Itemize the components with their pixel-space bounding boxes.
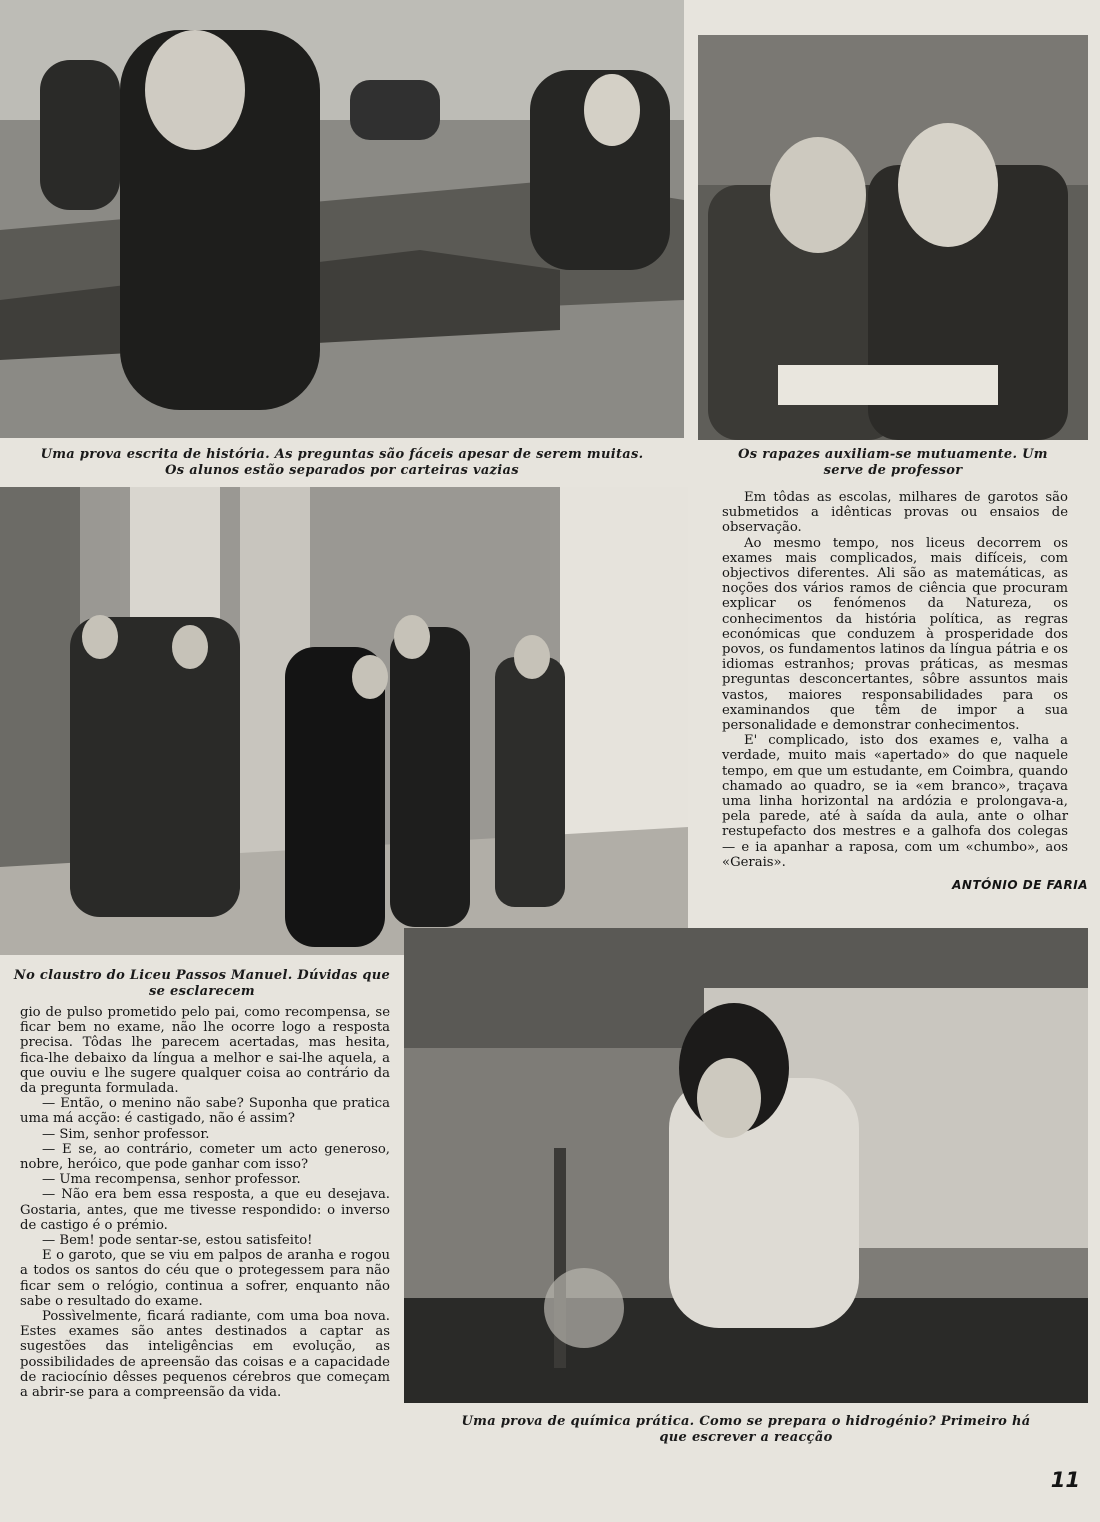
- photo-history-exam: [0, 0, 684, 438]
- caption-helping-each-other: Os rapazes auxiliam-se mutuamente. Um serve de professor: [738, 447, 1048, 478]
- cloister-image: [0, 487, 688, 955]
- left-column-text: [20, 1005, 390, 1400]
- photo-helping-each-other: [698, 35, 1088, 440]
- right-paragraph: Em tôdas as escolas, milhares de garotos são submetidos a idênticas provas ou ensaios de observação.: [722, 490, 1068, 536]
- right-column-text: [722, 490, 1068, 870]
- page-number: 11: [1050, 1468, 1080, 1492]
- caption-cloister: No claustro do Liceu Passos Manuel. Dúvidas que se esclarecem: [13, 968, 391, 999]
- left-paragraph: — Não era bem essa resposta, a que eu desejava. Gostaria, antes, que me tivesse respondido: o inverso de castigo é o prémio.: [20, 1187, 390, 1233]
- history-exam-image: [0, 0, 684, 438]
- left-paragraph: — Bem! pode sentar-se, estou satisfeito!: [42, 1233, 313, 1249]
- left-paragraph: — Sim, senhor professor.: [42, 1126, 210, 1142]
- caption-history-exam: Uma prova escrita de história. As preguntas são fáceis apesar de serem muitas. Os alunos estão separados por carteiras vazias: [40, 447, 644, 478]
- right-paragraph: E' complicado, isto dos exames e, valha a verdade, muito mais «apertado» do que naquele tempo, em que um estudante, em Coimbra, quando chamado ao quadro, se ia «em branco», traçava uma linha horizontal na ardózia e prolongava-a, pela parede, até à saída da aula, ante o olhar restupefacto dos mestres e a galhofa dos colegas — e ia apanhar a raposa, com um «chumbo», aos «Gerais».: [722, 733, 1068, 870]
- left-paragraph: gio de pulso prometido pelo pai, como recompensa, se ficar bem no exame, não lhe ocorre logo a resposta precisa. Tôdas lhe parecem acertadas, mas hesita, fica-lhe debaixo da língua a melhor e sai-lhe aquela, a que ouviu e lhe sugere qualquer coisa ao contrário da da pregunta formulada.: [20, 1005, 390, 1097]
- left-paragraph: — Uma recompensa, senhor professor.: [42, 1172, 301, 1188]
- photo-chemistry: [404, 928, 1088, 1403]
- left-paragraph: Possìvelmente, ficará radiante, com uma boa nova. Estes exames são antes destinados a captar as sugestões das inteligências em evolução, as possibilidades de apreensão das coisas e a capacidade de raciocínio dêsses pequenos cérebros que começam a abrir-se para a compreensão da vida.: [20, 1309, 390, 1401]
- left-paragraph: — Então, o menino não sabe? Suponha que pratica uma má acção: é castigado, não é assim?: [20, 1096, 390, 1127]
- left-paragraph: E o garoto, que se viu em palpos de aranha e rogou a todos os santos do céu que o protegessem para não ficar sem o relógio, continua a sofrer, enquanto não sabe o resultado do exame.: [20, 1248, 390, 1309]
- helping-each-other-image: [698, 35, 1088, 440]
- byline: ANTÓNIO DE FARIA: [952, 878, 1088, 892]
- left-paragraph: — E se, ao contrário, cometer um acto generoso, nobre, heróico, que pode ganhar com isso?: [20, 1141, 390, 1173]
- photo-cloister: [0, 487, 688, 955]
- caption-chemistry: Uma prova de química prática. Como se prepara o hidrogénio? Primeiro há que escrever a reacção: [461, 1414, 1031, 1445]
- right-paragraph: Ao mesmo tempo, nos liceus decorrem os exames mais complicados, mais difíceis, com objectivos diferentes. Ali são as matemáticas, as noções dos vários ramos de ciência que procuram explicar os fenómenos da Natureza, os conhecimentos da história política, as regras económicas que conduzem à prosperidade dos povos, os fundamentos latinos da língua pátria e os idiomas estranhos; provas práticas, as mesmas preguntas desconcertantes, sôbre assuntos mais vastos, maiores responsabilidades para os examinandos que têm de impor a sua personalidade e demonstrar conhecimentos.: [722, 535, 1068, 734]
- chemistry-image: [404, 928, 1088, 1403]
